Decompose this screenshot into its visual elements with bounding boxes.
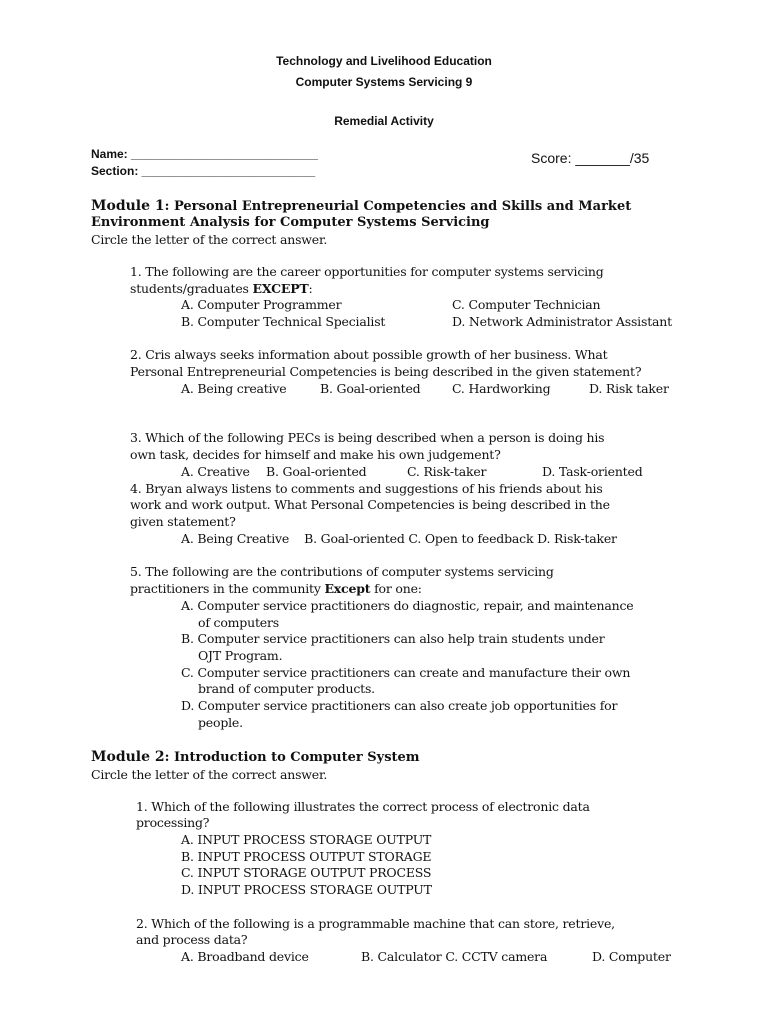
m2-q1-line2: processing? [136, 815, 210, 830]
m1-q4-line1: 4. Bryan always listens to comments and suggestions of his friends about his [130, 481, 603, 496]
m2-q1-option-b[interactable]: B. INPUT PROCESS OUTPUT STORAGE [181, 849, 432, 864]
m1-q5-option-c-cont: brand of computer products. [198, 681, 375, 696]
m1-q2-option-d[interactable]: D. Risk taker [589, 381, 669, 396]
m1-q3-option-b[interactable]: B. Goal-oriented [266, 464, 367, 479]
m1-q3-line2: own task, decides for himself and make his own judgement? [130, 447, 501, 462]
module1-title-a: : Personal Entrepreneurial Competencies and Skills and Market [164, 199, 632, 214]
module1-title-b: Environment Analysis for Computer Systems Servicing [91, 215, 490, 230]
module1-label: Module 1 [91, 198, 165, 214]
m2-q1-line1: 1. Which of the following illustrates the correct process of electronic data [136, 799, 590, 814]
m2-q2-line2: and process data? [136, 932, 248, 947]
m1-q5-line1: 5. The following are the contributions of computer systems servicing [130, 564, 554, 579]
m2-q2-option-d[interactable]: D. Computer [592, 949, 671, 964]
m2-q2-option-bc[interactable]: B. Calculator C. CCTV camera [361, 949, 548, 964]
m1-q1-option-b[interactable]: B. Computer Technical Specialist [181, 314, 386, 329]
course-title: Computer Systems Servicing 9 [295, 75, 473, 89]
m1-q5-option-b[interactable]: B. Computer service practitioners can also help train students under [181, 631, 605, 646]
m1-q3-option-c[interactable]: C. Risk-taker [407, 464, 487, 479]
m1-q3-line1: 3. Which of the following PECs is being described when a person is doing his [130, 430, 605, 445]
m1-q3-option-a[interactable]: A. Creative [181, 464, 250, 479]
module1-instruction: Circle the letter of the correct answer. [91, 232, 328, 247]
m1-q5-line2: practitioners in the community Except for one: [130, 581, 422, 596]
m1-q2-option-a[interactable]: A. Being creative [181, 381, 287, 396]
m1-q2-option-b[interactable]: B. Goal-oriented [320, 381, 421, 396]
module2-title: : Introduction to Computer System [164, 750, 420, 765]
m1-q4-line2: work and work output. What Personal Competencies is being described in the [130, 497, 610, 512]
m1-q5-option-d[interactable]: D. Computer service practitioners can also create job opportunities for [181, 698, 618, 713]
module2-label: Module 2 [91, 749, 165, 765]
m1-q5-option-b-cont: OJT Program. [198, 648, 283, 663]
m1-q2-line1: 2. Cris always seeks information about possible growth of her business. What [130, 347, 608, 362]
m1-q1-line1: 1. The following are the career opportunities for computer systems servicing [130, 264, 604, 279]
m1-q5-option-a[interactable]: A. Computer service practitioners do diagnostic, repair, and maintenance [181, 598, 634, 613]
m1-q1-option-a[interactable]: A. Computer Programmer [181, 297, 342, 312]
m2-q2-option-a[interactable]: A. Broadband device [181, 949, 309, 964]
subject-title: Technology and Livelihood Education [276, 54, 492, 68]
m1-q2-option-c[interactable]: C. Hardworking [452, 381, 551, 396]
m2-q1-option-c[interactable]: C. INPUT STORAGE OUTPUT PROCESS [181, 865, 432, 880]
score-field[interactable]: Score: _______/35 [531, 150, 650, 166]
activity-title: Remedial Activity [334, 114, 434, 128]
module2-instruction: Circle the letter of the correct answer. [91, 767, 328, 782]
m1-q4-options[interactable]: A. Being Creative B. Goal-oriented C. Open to feedback D. Risk-taker [181, 531, 617, 546]
m1-q4-line3: given statement? [130, 514, 236, 529]
m1-q1-line2: students/graduates EXCEPT: [130, 281, 313, 296]
module1-heading [91, 198, 631, 214]
m2-q2-line1: 2. Which of the following is a programmable machine that can store, retrieve, [136, 916, 615, 931]
m1-q1-option-c[interactable]: C. Computer Technician [452, 297, 601, 312]
m1-q1-option-d[interactable]: D. Network Administrator Assistant [452, 314, 672, 329]
module2-heading [91, 749, 420, 765]
name-field[interactable]: Name: ____________________________ [91, 147, 318, 161]
m1-q2-line2: Personal Entrepreneurial Competencies is being described in the given statement? [130, 364, 642, 379]
m1-q3-option-d[interactable]: D. Task-oriented [542, 464, 643, 479]
m2-q1-option-d[interactable]: D. INPUT PROCESS STORAGE OUTPUT [181, 882, 432, 897]
m2-q1-option-a[interactable]: A. INPUT PROCESS STORAGE OUTPUT [181, 832, 432, 847]
m1-q5-option-a-cont: of computers [198, 615, 279, 630]
section-field[interactable]: Section: __________________________ [91, 164, 316, 178]
m1-q5-option-c[interactable]: C. Computer service practitioners can create and manufacture their own [181, 665, 631, 680]
m1-q5-option-d-cont: people. [198, 715, 243, 730]
